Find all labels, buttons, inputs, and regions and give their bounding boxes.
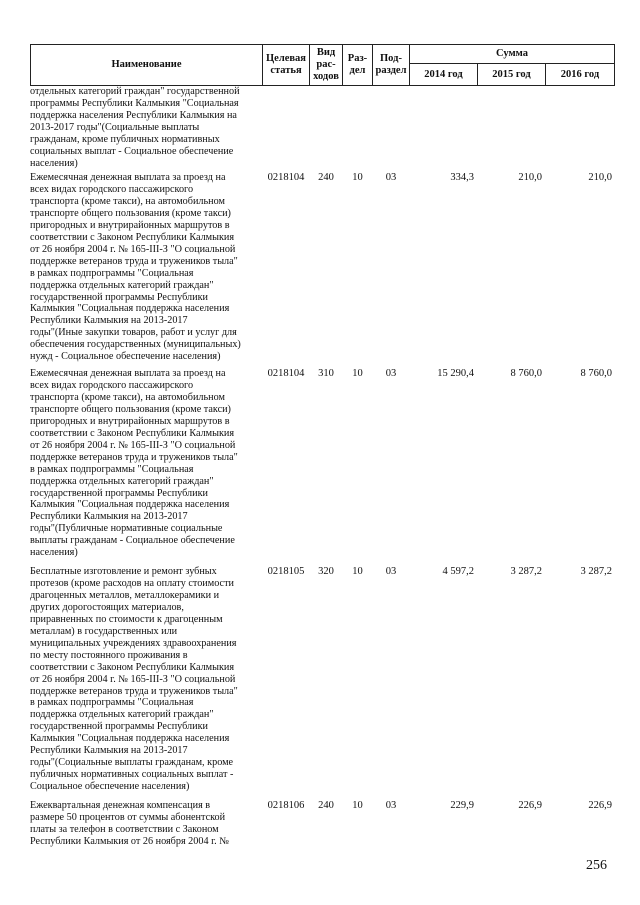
row-2015: 3 287,2	[510, 566, 542, 577]
row-name: Ежемесячная денежная выплата за проезд на всех видах городского пассажирского транспорта (кроме такси), на автомобильном транспорте общего пользования (кроме такси) пригородных и внутрирайонных маршрутов в соответствии с Законом Республики Калмыкия от 26 ноября 2004 г. № 165-III-З "О социальной поддержке ветеранов труда и тружеников тыла" в рамках подпрограммы "Социальная поддержка отдельных категорий граждан" государственной программы Республики Калмыкия "Социальная поддержка населения Республики Калмыкия на 2013-2017 годы"(Иные закупки товаров, работ и услуг для обеспечения государственных (муниципальных) нужд - Социальное обеспечение населения)	[30, 172, 241, 363]
row-target: 0218104	[267, 368, 305, 379]
row-subsection: 03	[385, 800, 397, 811]
col-name-header: Наименование	[111, 59, 182, 70]
page-number: 256	[586, 858, 607, 873]
row-2014: 229,9	[450, 800, 474, 811]
col-2016-header: 2016 год	[560, 68, 600, 80]
row-name: Бесплатные изготовление и ремонт зубных протезов (кроме расходов на оплату стоимости драгоценных металлов, металлокерамики и других дорогостоящих материалов, приравненных по стоимости к драгоценным металлам) в государственных или муниципальных учреждениях здравоохранения по месту постоянного проживания в соответствии с Законом Республики Калмыкия от 26 ноября 2004 г. № 165-III-З "О социальной поддержке ветеранов труда и тружеников тыла" в рамках подпрограммы "Социальная поддержка отдельных категорий граждан" государственной программы Республики Калмыкия "Социальная поддержка населения Республики Калмыкия на 2013-2017 годы"(Социальные выплаты гражданам, кроме публичных нормативных социальных выплат - Социальное обеспечение населения)	[30, 566, 238, 793]
row-target: 0218104	[267, 172, 305, 183]
row-section: 10	[352, 172, 363, 183]
row-name: отдельных категорий граждан" государственной программы Республики Калмыкия "Социальная поддержка населения Республики Калмыкия на 2013-2017 годы"(Социальные выплаты гражданам, кроме публичных нормативных социальных выплат - Социальное обеспечение населения)	[30, 86, 240, 169]
col-section-header: Раз- дел	[347, 53, 368, 76]
row-2015: 226,9	[518, 800, 542, 811]
row-kind: 320	[318, 566, 334, 577]
row-section: 10	[352, 368, 363, 379]
col-kind-header: Вид рас- ходов	[313, 47, 339, 82]
row-section: 10	[352, 566, 363, 577]
col-2014-header: 2014 год	[424, 68, 463, 80]
row-kind: 240	[318, 800, 334, 811]
row-2016: 226,9	[588, 800, 612, 811]
row-2016: 8 760,0	[580, 368, 612, 379]
row-subsection: 03	[385, 566, 397, 577]
row-subsection: 03	[385, 368, 397, 379]
row-2015: 8 760,0	[510, 368, 542, 379]
row-target: 0218106	[267, 800, 305, 811]
row-kind: 310	[318, 368, 334, 379]
header-vline	[614, 44, 615, 86]
row-target: 0218105	[267, 566, 305, 577]
col-sum-header: Сумма	[496, 48, 528, 59]
row-2014: 4 597,2	[442, 566, 474, 577]
row-2014: 334,3	[450, 172, 474, 183]
row-name: Ежеквартальная денежная компенсация в размере 50 процентов от суммы абонентской платы за телефон в соответствии с Законом Республики Калмыкия от 26 ноября 2004 г. №	[30, 800, 229, 847]
row-2016: 3 287,2	[580, 566, 612, 577]
col-2015-header: 2015 год	[492, 68, 531, 80]
row-kind: 240	[318, 172, 334, 183]
row-2015: 210,0	[518, 172, 542, 183]
row-section: 10	[352, 800, 363, 811]
col-target-header: Целевая статья	[266, 53, 306, 76]
table-header	[0, 0, 640, 100]
row-subsection: 03	[385, 172, 397, 183]
col-subsection-header: Под- раздел	[375, 53, 407, 76]
row-name: Ежемесячная денежная выплата за проезд на всех видах городского пассажирского транспорта (кроме такси), на автомобильном транспорте общего пользования (кроме такси) пригородных и внутрирайонных маршрутов в соответствии с Законом Республики Калмыкия от 26 ноября 2004 г. № 165-III-З "О социальной поддержке ветеранов труда и тружеников тыла" в рамках подпрограммы "Социальная поддержка отдельных категорий граждан" государственной программы Республики Калмыкия "Социальная поддержка населения Республики Калмыкия на 2013-2017 годы"(Публичные нормативные социальные выплаты гражданам - Социальное обеспечение населения)	[30, 368, 238, 559]
row-2016: 210,0	[588, 172, 612, 183]
row-2014: 15 290,4	[437, 368, 474, 379]
